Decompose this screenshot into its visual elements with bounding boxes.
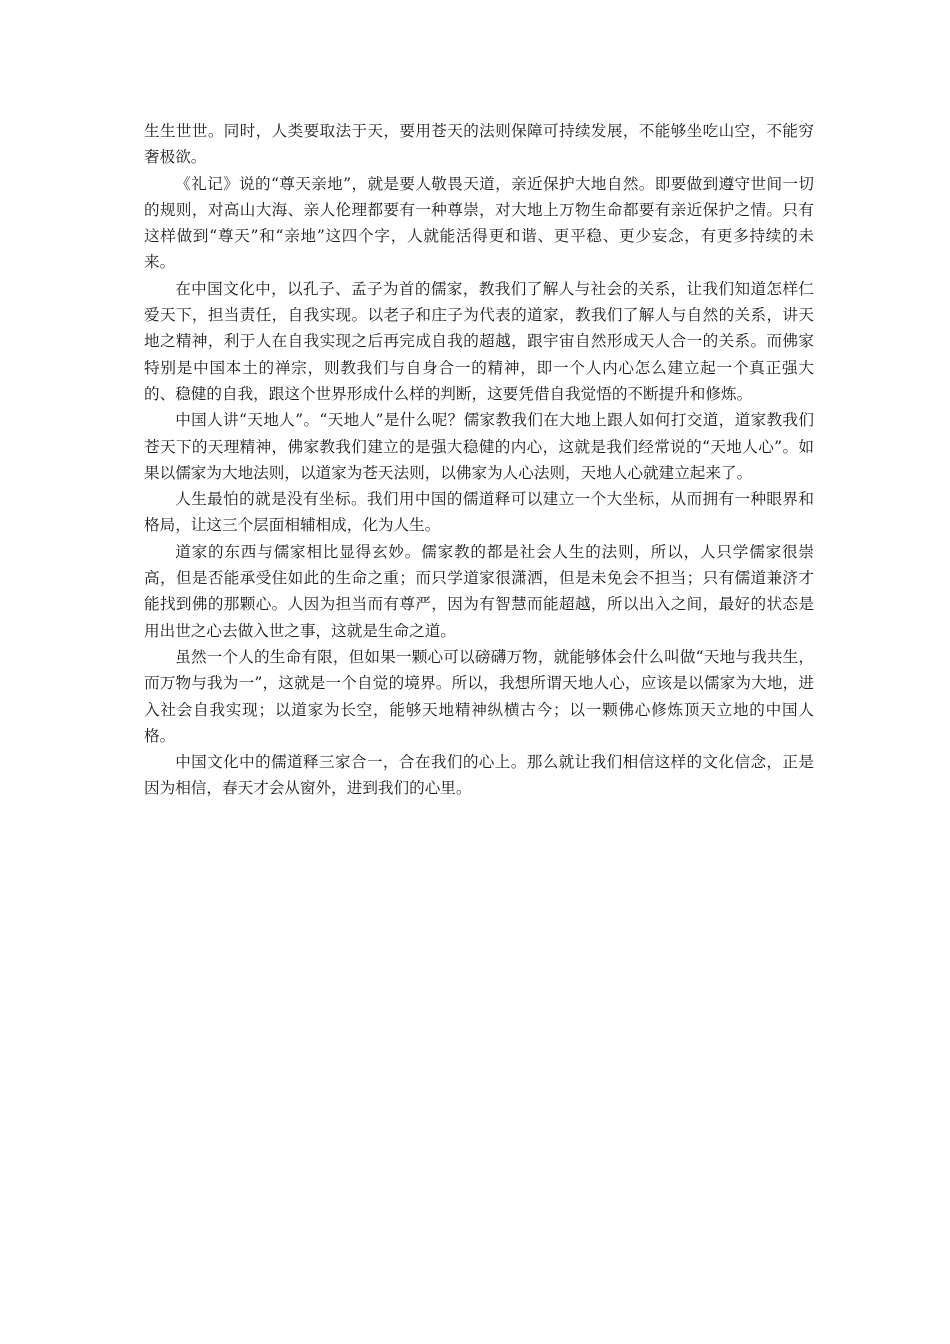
paragraph: 虽然一个人的生命有限，但如果一颗心可以磅礴万物，就能够体会什么叫做“天地与我共生，而万物与我为一”，这就是一个自觉的境界。所以，我想所谓天地人心，应该是以儒家为大地，进入社会自我实现；以道家为长空，能够天地精神纵横古今；以一颗佛心修炼顶天立地的中国人格。 bbox=[144, 647, 814, 745]
paragraph: 中国人讲“天地人”。“天地人”是什么呢？儒家教我们在大地上跟人如何打交道，道家教我们苍天下的天理精神，佛家教我们建立的是强大稳健的内心，这就是我们经常说的“天地人心”。如果以儒家为大地法则，以道家为苍天法则，以佛家为人心法则，天地人心就建立起来了。 bbox=[144, 411, 814, 482]
paragraph: 人生最怕的就是没有坐标。我们用中国的儒道释可以建立一个大坐标，从而拥有一种眼界和格局，让这三个层面相辅相成，化为人生。 bbox=[144, 490, 814, 535]
paragraph: 生生世世。同时，人类要取法于天，要用苍天的法则保障可持续发展，不能够坐吃山空，不能穷奢极欲。 bbox=[144, 122, 814, 167]
paragraph: 在中国文化中，以孔子、孟子为首的儒家，教我们了解人与社会的关系，让我们知道怎样仁爱天下，担当责任，自我实现。以老子和庄子为代表的道家，教我们了解人与自然的关系，讲天地之精神，利于人在自我实现之后再完成自我的超越，跟宇宙自然形成天人合一的关系。而佛家特别是中国本土的禅宗，则教我们与自身合一的精神，即一个人内心怎么建立起一个真正强大的、稳健的自我，跟这个世界形成什么样的判断，这要凭借自我觉悟的不断提升和修炼。 bbox=[144, 279, 814, 403]
paragraph: 《礼记》说的“尊天亲地”，就是要人敬畏天道，亲近保护大地自然。即要做到遵守世间一切的规则，对高山大海、亲人伦理都要有一种尊崇，对大地上万物生命都要有亲近保护之情。只有这样做到“尊天”和“亲地”这四个字，人就能活得更和谐、更平稳、更少妄念，有更多持续的未来。 bbox=[144, 174, 814, 272]
paragraph: 中国文化中的儒道释三家合一，合在我们的心上。那么就让我们相信这样的文化信念，正是因为相信，春天才会从窗外，进到我们的心里。 bbox=[144, 753, 814, 798]
document-body bbox=[144, 118, 814, 802]
paragraph: 道家的东西与儒家相比显得玄妙。儒家教的都是社会人生的法则，所以，人只学儒家很崇高，但是否能承受住如此的生命之重；而只学道家很潇洒，但是未免会不担当；只有儒道兼济才能找到佛的那颗心。人因为担当而有尊严，因为有智慧而能超越，所以出入之间，最好的状态是用出世之心去做入世之事，这就是生命之道。 bbox=[144, 542, 814, 640]
